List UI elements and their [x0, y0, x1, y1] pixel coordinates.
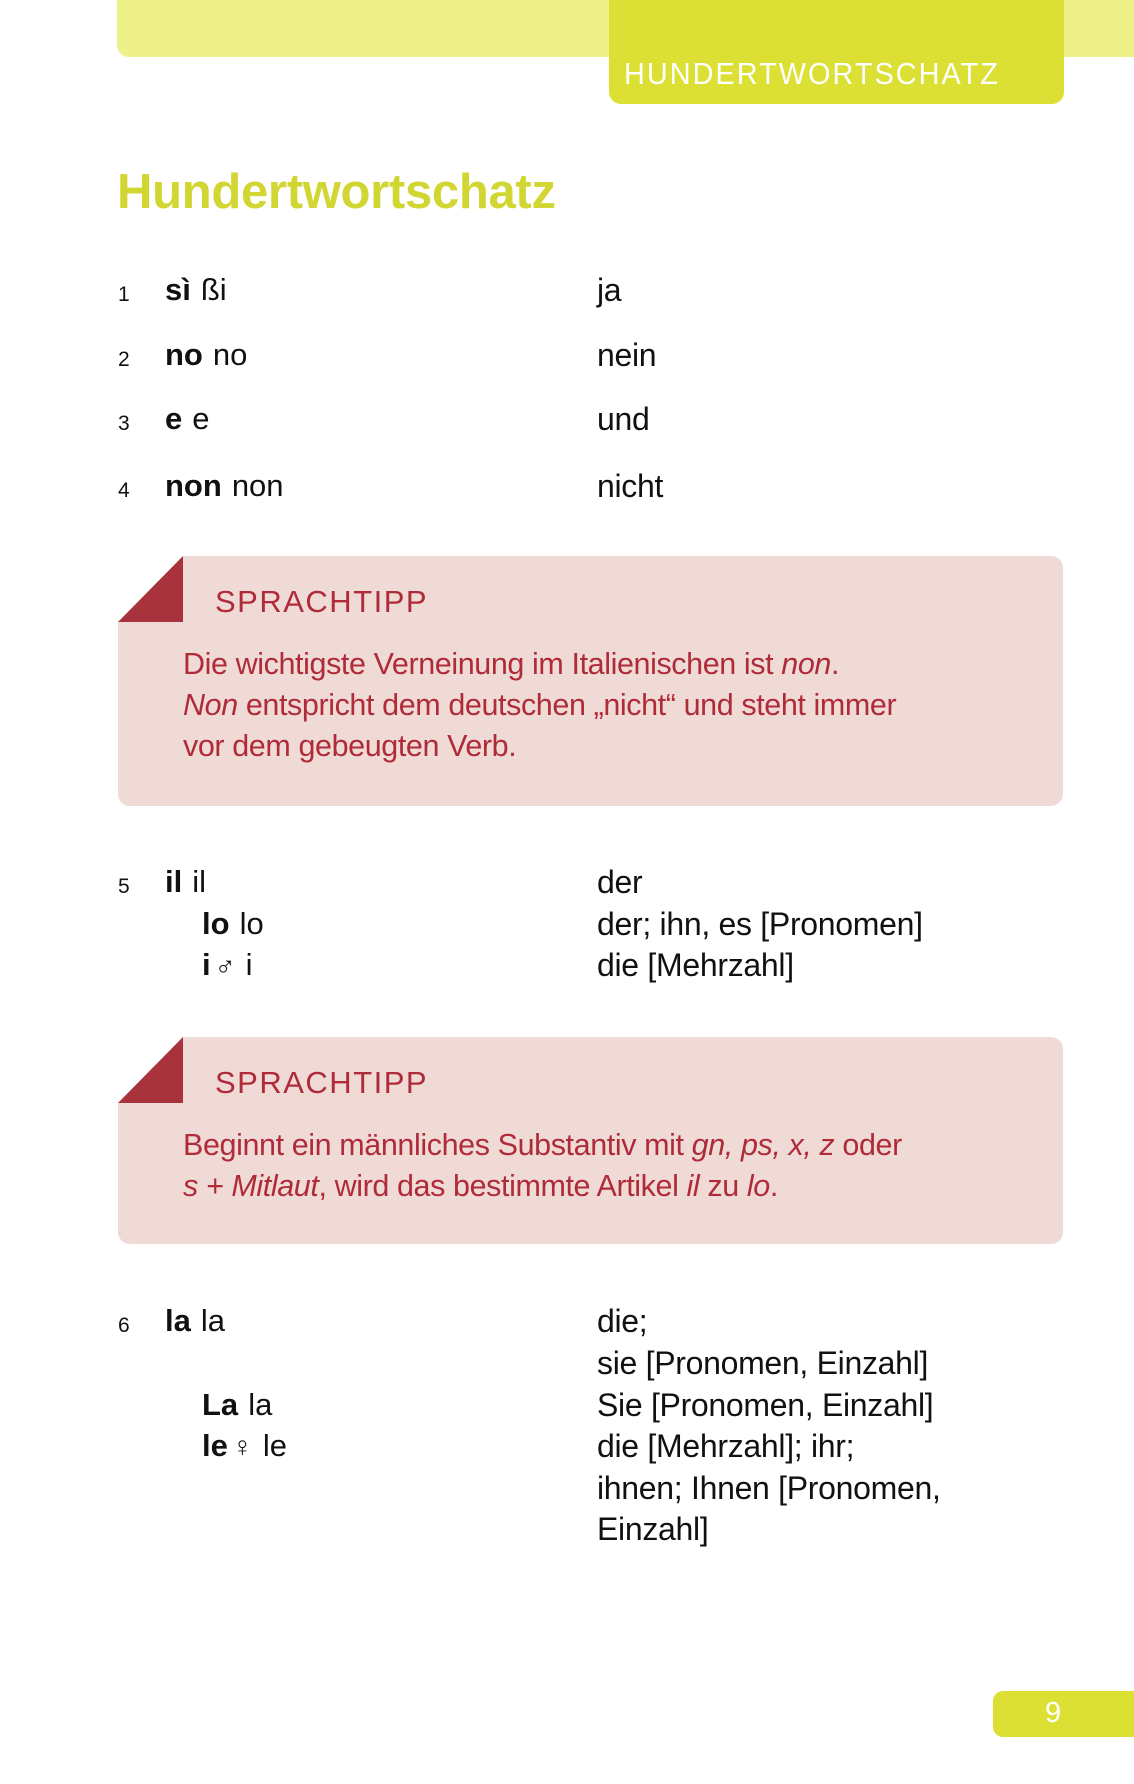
tip-text-segment: , wird das bestimmte Artikel	[318, 1169, 687, 1203]
italian-word: lo	[202, 906, 230, 941]
pronunciation: la	[248, 1387, 273, 1422]
pronunciation: lo	[239, 906, 264, 941]
translation: der	[597, 864, 643, 900]
entry-word	[165, 339, 247, 370]
tip-text-segment: .	[769, 1169, 778, 1203]
tip-text-italic: non	[781, 647, 831, 681]
page-number: 9	[1045, 1697, 1062, 1729]
entry-word	[165, 403, 210, 434]
entry-number: 6	[118, 1314, 130, 1337]
male-symbol-icon: ♂	[214, 950, 236, 981]
translation: der; ihn, es [Pronomen]	[597, 906, 923, 942]
entry-word	[165, 1305, 225, 1336]
tip-text-segment: .	[831, 647, 840, 681]
translation: Sie [Pronomen, Einzahl]	[597, 1387, 934, 1423]
italian-word: i	[202, 947, 211, 982]
section-tab	[609, 0, 1064, 104]
pronunciation: la	[200, 1303, 225, 1338]
page-title: Hundertwortschatz	[117, 165, 556, 219]
entry-word-variant	[202, 1430, 287, 1461]
entry-word	[165, 274, 227, 305]
corner-fold-icon	[118, 1037, 183, 1103]
translation: und	[597, 401, 650, 437]
pronunciation: non	[231, 468, 284, 503]
translation: ja	[597, 272, 622, 308]
italian-word: e	[165, 401, 183, 436]
translation: die [Mehrzahl]	[597, 947, 794, 983]
entry-number: 2	[118, 348, 130, 371]
section-tab-label: HUNDERTWORTSCHATZ	[624, 56, 1000, 91]
entry-word-variant	[202, 1389, 272, 1420]
language-tip-box	[118, 1037, 1063, 1244]
tip-text	[183, 1125, 1053, 1207]
pronunciation: no	[212, 337, 248, 372]
translation: sie [Pronomen, Einzahl]	[597, 1345, 929, 1381]
entry-number: 5	[118, 875, 130, 898]
tip-text	[183, 644, 1053, 767]
entry-word	[165, 866, 206, 897]
tip-text-italic: lo	[746, 1169, 770, 1203]
entry-word	[165, 470, 284, 501]
translation: nicht	[597, 468, 664, 504]
translation: Einzahl]	[597, 1511, 709, 1547]
translation: nein	[597, 337, 657, 373]
pronunciation: il	[192, 864, 207, 899]
italian-word: non	[165, 468, 222, 503]
female-symbol-icon: ♀	[231, 1431, 253, 1462]
translation: ihnen; Ihnen [Pronomen,	[597, 1470, 941, 1506]
pronunciation: ßi	[200, 272, 227, 307]
italian-word: no	[165, 337, 203, 372]
italian-word: la	[165, 1303, 191, 1338]
pronunciation: i	[245, 947, 253, 982]
italian-word: sì	[165, 272, 191, 307]
italian-word: le	[202, 1428, 228, 1463]
translation: die [Mehrzahl]; ihr;	[597, 1428, 855, 1464]
italian-word: il	[165, 864, 183, 899]
tip-text-segment: oder	[834, 1128, 902, 1162]
pronunciation: le	[262, 1428, 287, 1463]
tip-heading: SPRACHTIPP	[215, 1065, 429, 1100]
entry-word-variant	[202, 908, 264, 939]
tip-heading: SPRACHTIPP	[215, 584, 429, 619]
entry-number: 3	[118, 412, 130, 435]
language-tip-box	[118, 556, 1063, 806]
tip-text-italic: gn, ps, x, z	[691, 1128, 835, 1162]
entry-number: 4	[118, 479, 130, 502]
tip-text-segment: zu	[699, 1169, 747, 1203]
tip-text-segment: vor dem gebeugten Verb.	[183, 729, 517, 763]
translation: die;	[597, 1303, 648, 1339]
page-number-badge	[993, 1691, 1134, 1737]
tip-text-italic: s + Mitlaut	[183, 1169, 319, 1203]
pronunciation: e	[192, 401, 210, 436]
tip-text-segment: Beginnt ein männliches Substantiv mit	[183, 1128, 692, 1162]
tip-text-italic: Non	[183, 688, 238, 722]
tip-text-segment: entspricht dem deutschen „nicht“ und steht immer	[237, 688, 897, 722]
corner-fold-icon	[118, 556, 183, 622]
entry-number: 1	[118, 283, 130, 306]
italian-word: La	[202, 1387, 239, 1422]
entry-word-variant	[202, 949, 253, 980]
tip-text-segment: Die wichtigste Verneinung im Italienischen ist	[183, 647, 782, 681]
tip-text-italic: il	[686, 1169, 700, 1203]
